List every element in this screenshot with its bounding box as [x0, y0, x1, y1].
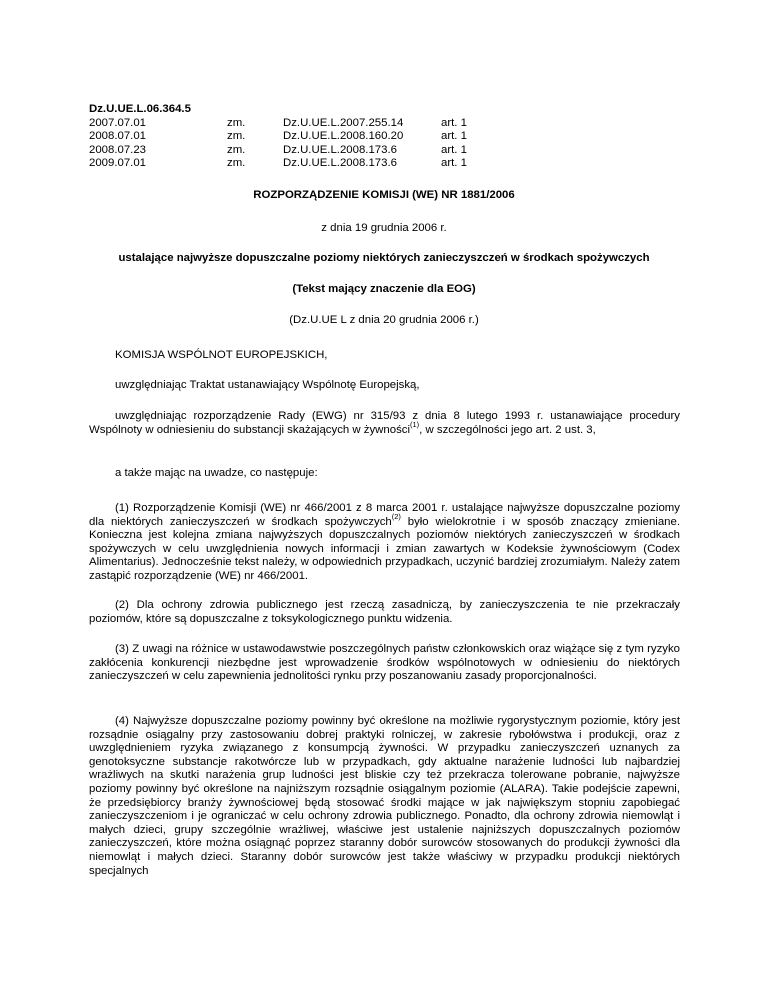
amendment-row: [89, 143, 467, 158]
paragraph: uwzględniając Traktat ustanawiający Wspólnotę Europejską,: [115, 379, 420, 391]
recital-1: (1) Rozporządzenie Komisji (WE) nr 466/2001 z 8 marca 2001 r. ustalające najwyższe dopuszczalne poziomy dla niektórych zanieczyszczeń w środkach spożywczych$^{(2)}$ było wielokrotnie i w sposób znaczący zmieniane. Konieczna jest kolejna zmiana najwyższych dopuszczalnych poziomów niektórych zanieczyszczeń w środkach spożywczych w celu uwzględnienia nowych informacji i zmian zawartych w Kodeksie żywnościowym (Codex Alimentarius). Jednocześnie tekst należy, w odpowiednich przypadkach, uczynić bardziej zrozumiałym. Należy zatem zastąpić rozporządzenie (WE) nr 466/2001.: [89, 502, 680, 582]
regulation-subject: ustalające najwyższe dopuszczalne poziomy niektórych zanieczyszczeń w środkach spożywczych: [118, 252, 650, 264]
regulation-title: ROZPORZĄDZENIE KOMISJI (WE) NR 1881/2006: [253, 189, 515, 201]
amendment-date: 2008.07.01: [89, 130, 147, 143]
amendment-header: [89, 103, 467, 171]
footnote-ref: (1): [410, 419, 420, 429]
amendment-ref: Dz.U.UE.L.2007.255.14: [283, 116, 404, 129]
amendment-row: [89, 157, 467, 171]
amendment-ref: Dz.U.UE.L.2008.173.6: [283, 143, 397, 156]
amendment-ref: Dz.U.UE.L.2008.160.20: [283, 130, 404, 143]
eea-relevance: (Tekst mający znaczenie dla EOG): [292, 283, 476, 295]
amendment-date: 2007.07.01: [89, 116, 147, 129]
amendment-date: 2009.07.01: [89, 157, 147, 170]
footnote-ref: (2): [391, 511, 401, 521]
recital-4: (4) Najwyższe dopuszczalne poziomy powinny być określone na możliwie rygorystycznym poziomie, który jest rozsądnie osiągalny przy zastosowaniu dobrej praktyki rolniczej, w zakresie rybołówstwa i produkcji, oraz z uwzględnieniem ryzyka związanego z konsumpcją żywności. W przypadku zanieczyszczeń uznanych za genotoksyczne substancje rakotwórcze lub w przypadkach, gdy aktualne narażenie ludności lub najbardziej wrażliwych na skutki narażenia grup ludności jest bliskie czy też przekracza tolerowane pobranie, najwyższe poziomy powinny być określone na najniższym rozsądnie osiągalnym poziomie (ALARA). Takie podejście zapewni, że przedsiębiorcy branży żywnościowej będą stosować środki mające w jak największym stopniu zapobiegać zanieczyszczeniom i je ograniczać w celu ochrony zdrowia publicznego. Ponadto, dla ochrony zdrowia niemowląt i małych dzieci, grupy szczególnie wrażliwej, właściwe jest ustalenie najniższych dopuszczalnych poziomów zanieczyszczeń, które można osiągnąć poprzez staranny dobór surowców stosowanych do produkcji żywności dla niemowląt i małych dzieci. Staranny dobór surowców jest także właściwy w przypadku produkcji niektórych specjalnych: [89, 715, 680, 877]
amendment-art: art. 1: [441, 130, 467, 143]
amendment-type: zm.: [227, 157, 246, 170]
amendment-art: art. 1: [441, 157, 467, 170]
recital-3: (3) Z uwagi na różnice w ustawodawstwie poszczególnych państw członkowskich oraz wiążące się z tym ryzyko zakłócenia konkurencji niezbędne jest wprowadzenie środków wspólnotowych w odniesieniu do niektórych zanieczyszczeń w celu zapewnienia jednolitości rynku przy poszanowaniu zasady proporcjonalności.: [89, 643, 680, 683]
publication-source: (Dz.U.UE L z dnia 20 grudnia 2006 r.): [289, 314, 479, 326]
amendment-date: 2008.07.23: [89, 143, 147, 156]
amendment-row: [89, 116, 467, 131]
amendment-art: art. 1: [441, 116, 467, 129]
recital-2: (2) Dla ochrony zdrowia publicznego jest rzeczą zasadniczą, by zanieczyszczenia te nie przekraczały poziomów, które są dopuszczalne z toksykologicznego punktu widzenia.: [89, 599, 680, 625]
amendment-ref: Dz.U.UE.L.2008.173.6: [283, 157, 397, 170]
amendment-type: zm.: [227, 116, 246, 129]
amendment-type: zm.: [227, 130, 246, 143]
amendment-art: art. 1: [441, 143, 467, 156]
amendment-row: [89, 130, 467, 144]
paragraph: uwzględniając rozporządzenie Rady (EWG) nr 315/93 z dnia 8 lutego 1993 r. ustanawiające procedury Wspólnoty w odniesieniu do substancji skażających w żywności$^{(1)}$, w szczególności jego art. 2 ust. 3,: [89, 410, 680, 436]
amendment-type: zm.: [227, 143, 246, 156]
regulation-date: z dnia 19 grudnia 2006 r.: [321, 222, 447, 234]
paragraph: a także mając na uwadze, co następuje:: [115, 467, 318, 479]
paragraph: KOMISJA WSPÓLNOT EUROPEJSKICH,: [115, 349, 328, 361]
journal-code: Dz.U.UE.L.06.364.5: [89, 103, 191, 115]
